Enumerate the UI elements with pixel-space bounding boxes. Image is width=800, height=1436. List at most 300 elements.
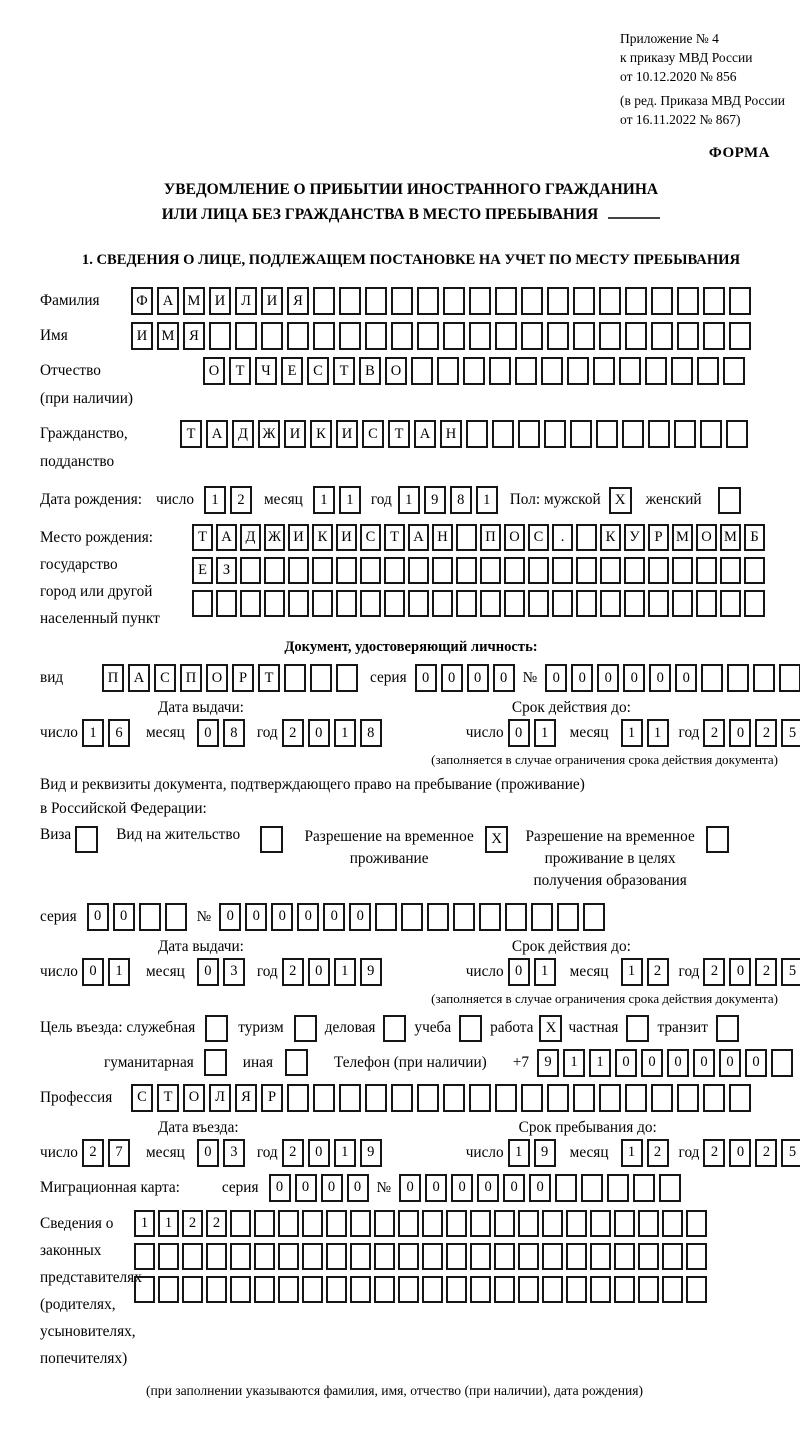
form-cell[interactable]: Р [261,1084,283,1112]
form-cell[interactable] [583,903,605,931]
form-cell[interactable]: Л [235,287,257,315]
form-cell[interactable] [158,1276,179,1303]
form-cell[interactable] [651,287,673,315]
form-cell[interactable]: О [206,664,228,692]
form-cell[interactable]: 0 [245,903,267,931]
form-cell[interactable]: 2 [282,719,304,747]
form-cell[interactable]: 1 [158,1210,179,1237]
form-cell[interactable]: 2 [282,1139,304,1167]
form-cell[interactable]: 9 [360,958,382,986]
form-cell[interactable]: 1 [621,958,643,986]
form-cell[interactable]: И [336,420,358,448]
form-cell[interactable] [596,420,618,448]
form-cell[interactable]: 0 [641,1049,663,1077]
form-cell[interactable]: М [672,524,693,551]
form-cell[interactable]: 2 [282,958,304,986]
form-cell[interactable]: 0 [649,664,671,692]
form-cell[interactable]: 0 [729,1139,751,1167]
form-cell[interactable] [427,903,449,931]
form-cell[interactable] [590,1210,611,1237]
form-cell[interactable] [470,1276,491,1303]
form-cell[interactable]: А [206,420,228,448]
form-cell[interactable]: 0 [477,1174,499,1202]
form-cell[interactable] [230,1210,251,1237]
form-cell[interactable]: 2 [755,1139,777,1167]
form-cell[interactable] [542,1210,563,1237]
form-cell[interactable] [590,1243,611,1270]
form-cell[interactable] [336,590,357,617]
form-cell[interactable]: Т [180,420,202,448]
form-cell[interactable] [727,664,749,692]
form-cell[interactable] [469,322,491,350]
form-cell[interactable] [614,1243,635,1270]
form-cell[interactable] [264,557,285,584]
form-cell[interactable]: 0 [675,664,697,692]
form-cell[interactable] [398,1210,419,1237]
form-cell[interactable] [313,1084,335,1112]
form-cell[interactable] [360,590,381,617]
form-cell[interactable] [165,903,187,931]
form-cell[interactable]: С [154,664,176,692]
form-cell[interactable]: 1 [204,486,226,514]
form-cell[interactable] [703,287,725,315]
form-cell[interactable] [638,1243,659,1270]
form-cell[interactable] [374,1210,395,1237]
form-cell[interactable]: 1 [398,486,420,514]
purpose-transit-checkbox[interactable] [716,1015,739,1042]
form-cell[interactable] [686,1243,707,1270]
form-cell[interactable] [326,1243,347,1270]
form-cell[interactable] [288,557,309,584]
form-cell[interactable] [672,590,693,617]
form-cell[interactable] [466,420,488,448]
form-cell[interactable]: Ч [255,357,277,385]
temp-residence-edu-checkbox[interactable] [706,826,729,853]
form-cell[interactable] [384,557,405,584]
form-cell[interactable]: 0 [571,664,593,692]
form-cell[interactable] [600,557,621,584]
form-cell[interactable]: 0 [467,664,489,692]
form-cell[interactable] [677,1084,699,1112]
form-cell[interactable] [566,1276,587,1303]
form-cell[interactable] [771,1049,793,1077]
form-cell[interactable]: 0 [693,1049,715,1077]
form-cell[interactable]: 0 [615,1049,637,1077]
form-cell[interactable]: И [131,322,153,350]
form-cell[interactable]: Т [333,357,355,385]
form-cell[interactable]: О [504,524,525,551]
form-cell[interactable] [744,557,765,584]
form-cell[interactable]: 5 [781,719,800,747]
form-cell[interactable]: А [216,524,237,551]
form-cell[interactable] [573,322,595,350]
form-cell[interactable] [446,1243,467,1270]
form-cell[interactable] [521,1084,543,1112]
form-cell[interactable]: 0 [113,903,135,931]
form-cell[interactable] [518,1243,539,1270]
form-cell[interactable] [518,420,540,448]
form-cell[interactable] [384,590,405,617]
form-cell[interactable]: М [720,524,741,551]
form-cell[interactable]: О [696,524,717,551]
form-cell[interactable] [696,590,717,617]
form-cell[interactable] [339,1084,361,1112]
form-cell[interactable] [528,590,549,617]
form-cell[interactable] [254,1210,275,1237]
form-cell[interactable]: 0 [197,719,219,747]
form-cell[interactable]: П [180,664,202,692]
form-cell[interactable] [555,1174,577,1202]
form-cell[interactable] [375,903,397,931]
purpose-business-checkbox[interactable] [383,1015,406,1042]
form-cell[interactable] [505,903,527,931]
form-cell[interactable]: 0 [503,1174,525,1202]
form-cell[interactable]: У [624,524,645,551]
form-cell[interactable] [432,557,453,584]
form-cell[interactable]: О [183,1084,205,1112]
form-cell[interactable]: 0 [745,1049,767,1077]
form-cell[interactable] [638,1210,659,1237]
form-cell[interactable]: 1 [589,1049,611,1077]
form-cell[interactable] [700,420,722,448]
form-cell[interactable]: 1 [334,1139,356,1167]
form-cell[interactable] [504,590,525,617]
form-cell[interactable]: 1 [563,1049,585,1077]
form-cell[interactable]: 2 [703,958,725,986]
form-cell[interactable] [470,1210,491,1237]
form-cell[interactable] [697,357,719,385]
form-cell[interactable]: 9 [360,1139,382,1167]
form-cell[interactable]: К [312,524,333,551]
form-cell[interactable] [365,287,387,315]
form-cell[interactable] [216,590,237,617]
form-cell[interactable]: 0 [87,903,109,931]
form-cell[interactable]: Ж [264,524,285,551]
form-cell[interactable] [671,357,693,385]
form-cell[interactable]: Т [157,1084,179,1112]
form-cell[interactable] [703,322,725,350]
form-cell[interactable]: Л [209,1084,231,1112]
form-cell[interactable] [326,1210,347,1237]
form-cell[interactable] [662,1276,683,1303]
form-cell[interactable] [453,903,475,931]
form-cell[interactable]: П [480,524,501,551]
form-cell[interactable] [542,1276,563,1303]
form-cell[interactable] [521,322,543,350]
form-cell[interactable]: 0 [719,1049,741,1077]
form-cell[interactable]: И [261,287,283,315]
form-cell[interactable] [374,1276,395,1303]
form-cell[interactable] [310,664,332,692]
form-cell[interactable]: 0 [308,958,330,986]
form-cell[interactable]: 2 [182,1210,203,1237]
form-cell[interactable] [365,322,387,350]
form-cell[interactable] [753,664,775,692]
form-cell[interactable]: П [102,664,124,692]
form-cell[interactable] [744,590,765,617]
form-cell[interactable] [531,903,553,931]
form-cell[interactable] [607,1174,629,1202]
form-cell[interactable] [287,322,309,350]
form-cell[interactable] [339,322,361,350]
form-cell[interactable] [235,322,257,350]
form-cell[interactable] [206,1243,227,1270]
form-cell[interactable] [278,1276,299,1303]
form-cell[interactable] [599,287,621,315]
form-cell[interactable]: 0 [729,958,751,986]
form-cell[interactable]: 0 [82,958,104,986]
form-cell[interactable] [651,1084,673,1112]
form-cell[interactable] [313,287,335,315]
form-cell[interactable]: М [157,322,179,350]
form-cell[interactable]: Д [240,524,261,551]
form-cell[interactable] [518,1276,539,1303]
purpose-study-checkbox[interactable] [459,1015,482,1042]
form-cell[interactable] [326,1276,347,1303]
form-cell[interactable] [729,287,751,315]
form-cell[interactable]: Н [440,420,462,448]
form-cell[interactable] [339,287,361,315]
form-cell[interactable]: 2 [230,486,252,514]
visa-checkbox[interactable] [75,826,98,853]
form-cell[interactable]: 3 [223,958,245,986]
form-cell[interactable] [278,1210,299,1237]
form-cell[interactable]: Ф [131,287,153,315]
form-cell[interactable] [284,664,306,692]
form-cell[interactable] [302,1243,323,1270]
form-cell[interactable] [576,590,597,617]
form-cell[interactable]: 0 [271,903,293,931]
form-cell[interactable]: 2 [755,719,777,747]
form-cell[interactable] [494,1243,515,1270]
form-cell[interactable] [495,287,517,315]
form-cell[interactable] [622,420,644,448]
form-cell[interactable]: А [408,524,429,551]
form-cell[interactable] [182,1276,203,1303]
form-cell[interactable]: 7 [108,1139,130,1167]
form-cell[interactable]: Т [258,664,280,692]
form-cell[interactable] [479,903,501,931]
form-cell[interactable]: О [385,357,407,385]
form-cell[interactable]: 1 [82,719,104,747]
form-cell[interactable] [469,287,491,315]
form-cell[interactable] [336,557,357,584]
form-cell[interactable] [672,557,693,584]
form-cell[interactable] [648,420,670,448]
form-cell[interactable] [625,322,647,350]
form-cell[interactable] [139,903,161,931]
form-cell[interactable]: 0 [349,903,371,931]
form-cell[interactable] [495,1084,517,1112]
form-cell[interactable]: 0 [399,1174,421,1202]
form-cell[interactable]: 0 [441,664,463,692]
form-cell[interactable] [593,357,615,385]
form-cell[interactable]: 0 [347,1174,369,1202]
form-cell[interactable] [599,322,621,350]
form-cell[interactable] [492,420,514,448]
form-cell[interactable] [312,557,333,584]
form-cell[interactable]: 1 [313,486,335,514]
form-cell[interactable] [401,903,423,931]
form-cell[interactable] [240,590,261,617]
form-cell[interactable]: К [600,524,621,551]
form-cell[interactable] [614,1210,635,1237]
form-cell[interactable] [408,590,429,617]
form-cell[interactable] [480,557,501,584]
form-cell[interactable] [443,322,465,350]
form-cell[interactable]: 1 [334,958,356,986]
purpose-other-checkbox[interactable] [285,1049,308,1076]
form-cell[interactable] [686,1276,707,1303]
form-cell[interactable] [633,1174,655,1202]
form-cell[interactable] [422,1276,443,1303]
form-cell[interactable] [541,357,563,385]
form-cell[interactable]: 0 [308,1139,330,1167]
form-cell[interactable]: М [183,287,205,315]
form-cell[interactable]: Т [384,524,405,551]
form-cell[interactable]: 1 [134,1210,155,1237]
form-cell[interactable] [398,1243,419,1270]
form-cell[interactable]: 0 [323,903,345,931]
form-cell[interactable] [417,287,439,315]
form-cell[interactable]: А [128,664,150,692]
form-cell[interactable] [638,1276,659,1303]
form-cell[interactable]: Т [229,357,251,385]
form-cell[interactable]: 0 [321,1174,343,1202]
form-cell[interactable]: 0 [295,1174,317,1202]
form-cell[interactable] [573,287,595,315]
form-cell[interactable] [469,1084,491,1112]
form-cell[interactable]: 2 [647,958,669,986]
form-cell[interactable]: 9 [534,1139,556,1167]
form-cell[interactable]: 0 [219,903,241,931]
form-cell[interactable]: Р [232,664,254,692]
form-cell[interactable] [720,557,741,584]
form-cell[interactable] [552,590,573,617]
form-cell[interactable]: 0 [493,664,515,692]
form-cell[interactable] [723,357,745,385]
form-cell[interactable]: 8 [223,719,245,747]
form-cell[interactable] [686,1210,707,1237]
form-cell[interactable] [552,557,573,584]
form-cell[interactable] [696,557,717,584]
form-cell[interactable] [677,322,699,350]
form-cell[interactable] [350,1276,371,1303]
form-cell[interactable] [240,557,261,584]
form-cell[interactable] [312,590,333,617]
form-cell[interactable] [542,1243,563,1270]
form-cell[interactable]: Я [287,287,309,315]
form-cell[interactable] [567,357,589,385]
form-cell[interactable]: Т [192,524,213,551]
form-cell[interactable]: 0 [597,664,619,692]
form-cell[interactable] [625,1084,647,1112]
form-cell[interactable] [576,557,597,584]
form-cell[interactable]: Я [235,1084,257,1112]
form-cell[interactable]: 0 [415,664,437,692]
form-cell[interactable] [645,357,667,385]
form-cell[interactable] [624,557,645,584]
form-cell[interactable] [521,287,543,315]
form-cell[interactable]: 2 [703,719,725,747]
form-cell[interactable] [576,524,597,551]
form-cell[interactable]: 6 [108,719,130,747]
form-cell[interactable] [648,557,669,584]
form-cell[interactable]: 1 [621,1139,643,1167]
form-cell[interactable] [287,1084,309,1112]
form-cell[interactable]: В [359,357,381,385]
form-cell[interactable] [600,590,621,617]
residence-permit-checkbox[interactable] [260,826,283,853]
form-cell[interactable] [648,590,669,617]
form-cell[interactable]: 5 [781,1139,800,1167]
form-cell[interactable] [230,1243,251,1270]
form-cell[interactable] [422,1243,443,1270]
form-cell[interactable] [134,1276,155,1303]
form-cell[interactable] [480,590,501,617]
form-cell[interactable] [614,1276,635,1303]
form-cell[interactable] [463,357,485,385]
form-cell[interactable] [350,1243,371,1270]
form-cell[interactable] [432,590,453,617]
form-cell[interactable] [651,322,673,350]
form-cell[interactable]: Р [648,524,669,551]
form-cell[interactable] [677,287,699,315]
form-cell[interactable]: 3 [223,1139,245,1167]
form-cell[interactable] [391,322,413,350]
form-cell[interactable] [313,322,335,350]
form-cell[interactable] [411,357,433,385]
form-cell[interactable] [158,1243,179,1270]
form-cell[interactable] [192,590,213,617]
form-cell[interactable]: Д [232,420,254,448]
temp-residence-checkbox[interactable]: X [485,826,508,853]
form-cell[interactable] [417,1084,439,1112]
form-cell[interactable] [518,1210,539,1237]
form-cell[interactable] [528,557,549,584]
form-cell[interactable]: С [360,524,381,551]
form-cell[interactable] [779,664,800,692]
form-cell[interactable] [674,420,696,448]
form-cell[interactable]: С [528,524,549,551]
form-cell[interactable] [599,1084,621,1112]
form-cell[interactable]: 2 [206,1210,227,1237]
form-cell[interactable]: 1 [339,486,361,514]
form-cell[interactable] [624,590,645,617]
form-cell[interactable] [494,1276,515,1303]
form-cell[interactable] [494,1210,515,1237]
form-cell[interactable]: К [310,420,332,448]
form-cell[interactable]: 1 [647,719,669,747]
form-cell[interactable]: 1 [476,486,498,514]
form-cell[interactable] [446,1210,467,1237]
form-cell[interactable]: 0 [269,1174,291,1202]
form-cell[interactable] [547,322,569,350]
form-cell[interactable] [570,420,592,448]
form-cell[interactable]: 0 [451,1174,473,1202]
form-cell[interactable] [504,557,525,584]
form-cell[interactable] [336,664,358,692]
form-cell[interactable] [489,357,511,385]
form-cell[interactable] [726,420,748,448]
form-cell[interactable] [659,1174,681,1202]
form-cell[interactable] [456,590,477,617]
form-cell[interactable]: 0 [529,1174,551,1202]
form-cell[interactable]: Н [432,524,453,551]
form-cell[interactable]: 2 [755,958,777,986]
form-cell[interactable] [437,357,459,385]
form-cell[interactable] [360,557,381,584]
